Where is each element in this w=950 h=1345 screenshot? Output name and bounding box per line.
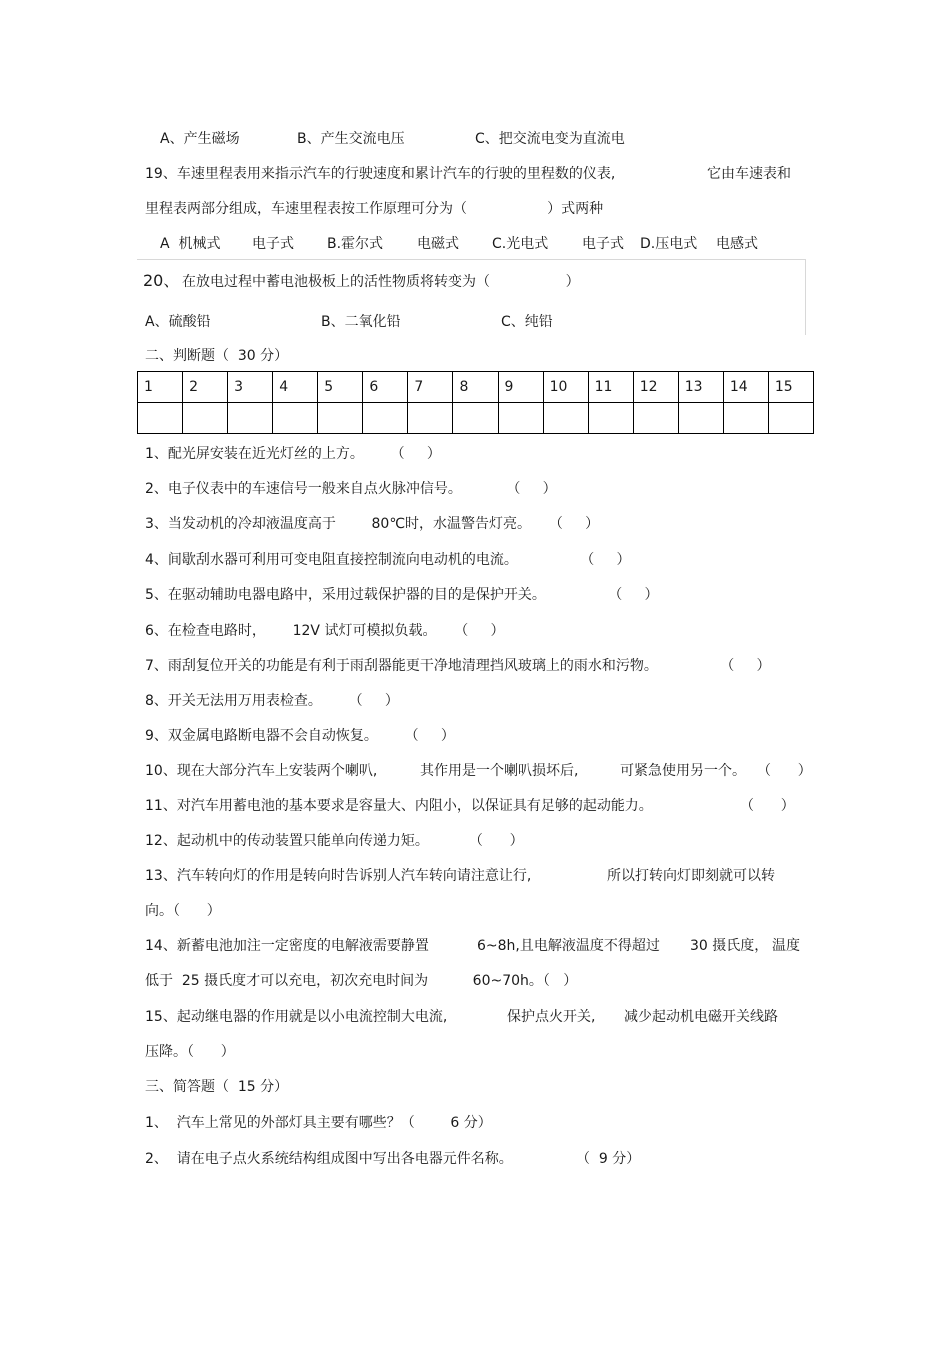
answer-cell[interactable]	[318, 403, 363, 434]
tf-item-10-part1: 10、现在大部分汽车上安装两个喇叭,	[145, 763, 378, 779]
answer-table-header: 10	[543, 372, 588, 403]
q20-frame	[137, 259, 806, 335]
tf-item-13-line1-right: 所以打转向灯即刻就可以转	[607, 868, 775, 884]
q19-option: A 机械式	[160, 236, 221, 252]
answer-table-header: 4	[273, 372, 318, 403]
tf-item-14-line2: 低于 25 摄氏度才可以充电，初次充电时间为 60~70h。（ ）	[145, 973, 578, 989]
answer-table-header: 7	[408, 372, 453, 403]
answer-table-answer-row	[138, 403, 814, 434]
tf-item-14-part1: 14、新蓄电池加注一定密度的电解液需要静置	[145, 938, 429, 954]
q18-option-c: C、把交流电变为直流电	[475, 131, 625, 147]
answer-table-header: 6	[363, 372, 408, 403]
tf-item-11-paren: （ ）	[740, 798, 795, 814]
q18-option-b: B、产生交流电压	[297, 131, 405, 147]
answer-cell[interactable]	[183, 403, 228, 434]
tf-item-15-part3: 减少起动机电磁开关线路	[624, 1009, 778, 1025]
q20-number: 20、	[143, 271, 180, 290]
q19-option: 电子式	[582, 236, 624, 252]
answer-cell[interactable]	[453, 403, 498, 434]
answer-cell[interactable]	[543, 403, 588, 434]
tf-item-6: 6、在检查电路时， 12V 试灯可模拟负载。 （ ）	[145, 623, 505, 639]
answer-table-header: 11	[588, 372, 633, 403]
q18-option-a: A、产生磁场	[160, 131, 240, 147]
tf-item-9: 9、双金属电路断电器不会自动恢复。 （ ）	[145, 728, 455, 744]
answer-cell[interactable]	[678, 403, 723, 434]
tf-item-11: 11、对汽车用蓄电池的基本要求是容量大、内阻小，以保证具有足够的起动能力。	[145, 798, 653, 814]
section3-title: 三、简答题（ 15 分）	[145, 1079, 289, 1095]
q19-option: B.霍尔式	[327, 236, 384, 252]
tf-item-14-part4: 温度	[772, 938, 800, 954]
answer-table-header: 15	[768, 372, 813, 403]
answer-table-header: 14	[723, 372, 768, 403]
tf-item-3: 3、当发动机的冷却液温度高于 80℃时，水温警告灯亮。 （ ）	[145, 516, 600, 532]
answer-cell[interactable]	[273, 403, 318, 434]
answer-table-header: 3	[228, 372, 273, 403]
answer-table-header-row	[138, 372, 814, 403]
answer-cell[interactable]	[633, 403, 678, 434]
answer-table-header: 9	[498, 372, 543, 403]
answer-cell[interactable]	[768, 403, 813, 434]
short-answer-2-score: （ 9 分）	[576, 1151, 641, 1167]
answer-cell[interactable]	[228, 403, 273, 434]
tf-item-4: 4、间歇刮水器可利用可变电阻直接控制流向电动机的电流。 （ ）	[145, 552, 631, 568]
answer-table-header: 8	[453, 372, 498, 403]
q20-option-b: B、二氧化铅	[321, 314, 401, 330]
answer-cell[interactable]	[588, 403, 633, 434]
tf-item-15-part1: 15、起动继电器的作用就是以小电流控制大电流,	[145, 1009, 448, 1025]
tf-item-10-part3: 可紧急使用另一个。	[620, 763, 746, 779]
tf-item-10-part2: 其作用是一个喇叭损坏后,	[420, 763, 579, 779]
answer-cell[interactable]	[723, 403, 768, 434]
tf-item-2: 2、电子仪表中的车速信号一般来自点火脉冲信号。 （ ）	[145, 481, 557, 497]
answer-cell[interactable]	[408, 403, 453, 434]
q19-option: 电子式	[252, 236, 294, 252]
tf-item-13-line1: 13、汽车转向灯的作用是转向时告诉别人汽车转向请注意让行,	[145, 868, 532, 884]
short-answer-1: 1、 汽车上常见的外部灯具主要有哪些？（ 6 分）	[145, 1115, 492, 1131]
tf-item-8: 8、开关无法用万用表检查。 （ ）	[145, 693, 399, 709]
tf-item-15-line2: 压降。（ ）	[145, 1044, 235, 1060]
q19-line1: 19、车速里程表用来指示汽车的行驶速度和累计汽车的行驶的里程数的仪表,	[145, 166, 616, 182]
q20-option-c: C、纯铅	[501, 314, 553, 330]
answer-cell[interactable]	[363, 403, 408, 434]
answer-table	[137, 371, 814, 434]
q19-option: C.光电式	[492, 236, 549, 252]
tf-item-14-part2: 6~8h,且电解液温度不得超过	[477, 938, 660, 954]
q19-option: 电感式	[716, 236, 758, 252]
q19-option: 电磁式	[417, 236, 459, 252]
answer-table-header: 13	[678, 372, 723, 403]
q20-option-a: A、硫酸铅	[145, 314, 211, 330]
tf-item-13-line2: 向。（ ）	[145, 903, 221, 919]
tf-item-7: 7、雨刮复位开关的功能是有利于雨刮器能更干净地清理挡风玻璃上的雨水和污物。 （ ）	[145, 658, 771, 674]
q19-line2: 里程表两部分组成，车速里程表按工作原理可分为（ ）式两种	[145, 201, 604, 217]
tf-item-15-part2: 保护点火开关,	[507, 1009, 596, 1025]
q19-option: D.压电式	[640, 236, 698, 252]
answer-cell[interactable]	[138, 403, 183, 434]
tf-item-5: 5、在驱动辅助电器电路中，采用过载保护器的目的是保护开关。 （ ）	[145, 587, 659, 603]
tf-item-12: 12、起动机中的传动装置只能单向传递力矩。 （ ）	[145, 833, 524, 849]
q20-text: 在放电过程中蓄电池极板上的活性物质将转变为（ ）	[182, 274, 580, 290]
tf-item-10-paren: （ ）	[757, 763, 812, 779]
answer-table-header: 1	[138, 372, 183, 403]
tf-item-14-part3: 30 摄氏度，	[690, 938, 769, 954]
answer-table-header: 12	[633, 372, 678, 403]
section2-title: 二、判断题（ 30 分）	[145, 348, 289, 364]
answer-table-header: 5	[318, 372, 363, 403]
tf-item-1: 1、配光屏安装在近光灯丝的上方。 （ ）	[145, 446, 441, 462]
q19-line1-right: 它由车速表和	[707, 166, 791, 182]
answer-table-header: 2	[183, 372, 228, 403]
answer-cell[interactable]	[498, 403, 543, 434]
short-answer-2: 2、 请在电子点火系统结构组成图中写出各电器元件名称。	[145, 1151, 513, 1167]
